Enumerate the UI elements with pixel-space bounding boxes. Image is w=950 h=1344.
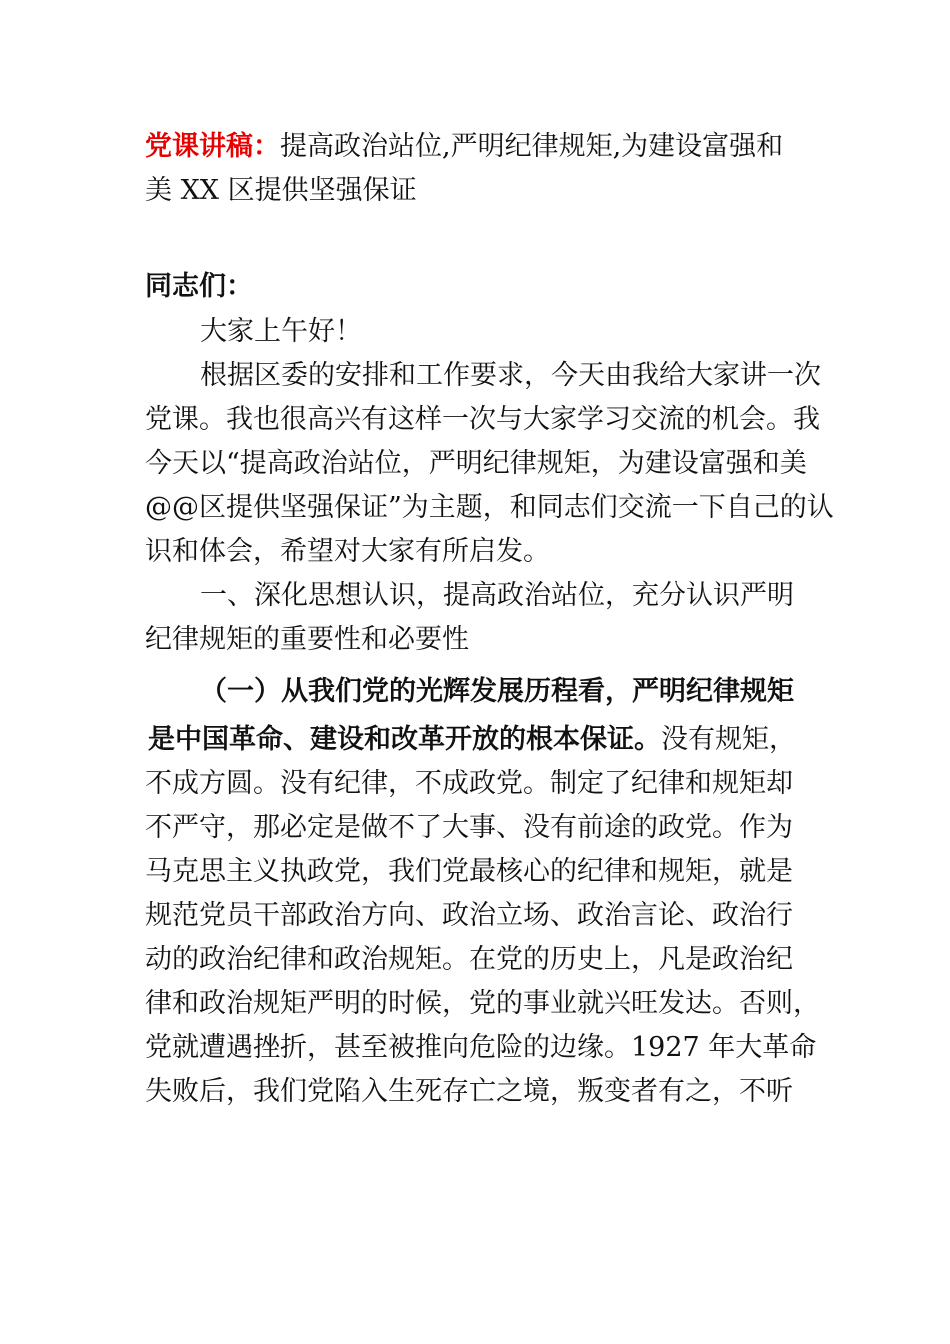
title-line-1 — [145, 129, 783, 165]
body-line: 失败后，我们党陷入生死存亡之境，叛变者有之，不听 — [145, 1076, 793, 1107]
para1-line: 识和体会，希望对大家有所启发。 — [145, 536, 550, 567]
body-line: 不严守，那必定是做不了大事、没有前途的政党。作为 — [145, 812, 793, 843]
salutation: 同志们： — [145, 271, 253, 302]
body-line: 规范党员干部政治方向、政治立场、政治言论、政治行 — [145, 900, 793, 931]
subsection-text: 没有规矩， — [661, 724, 796, 755]
body-line: 不成方圆。没有纪律，不成政党。制定了纪律和规矩却 — [145, 768, 793, 799]
section-heading-line: 一、深化思想认识，提高政治站位，充分认识严明 — [200, 580, 794, 611]
body-line: 动的政治纪律和政治规矩。在党的历史上，凡是政治纪 — [145, 944, 793, 975]
subsection-heading-line-2 — [148, 722, 796, 758]
body-line: 马克思主义执政党，我们党最核心的纪律和规矩，就是 — [145, 856, 793, 887]
para1-line: 今天以“提高政治站位，严明纪律规矩，为建设富强和美 — [145, 448, 807, 479]
para1-line: 党课。我也很高兴有这样一次与大家学习交流的机会。我 — [145, 404, 820, 435]
subsection-heading-line-1: （一）从我们党的光辉发展历程看，严明纪律规矩 — [200, 676, 794, 707]
para1-line: 根据区委的安排和工作要求，今天由我给大家讲一次 — [200, 360, 821, 391]
greeting: 大家上午好！ — [200, 316, 362, 347]
subsection-heading-bold: 是中国革命、建设和改革开放的根本保证。 — [148, 724, 661, 755]
section-heading-line: 纪律规矩的重要性和必要性 — [145, 624, 469, 655]
body-line: 党就遭遇挫折，甚至被推向危险的边缘。1927 年大革命 — [145, 1032, 817, 1063]
title-label: 党课讲稿： — [145, 131, 280, 162]
body-line: 律和政治规矩严明的时候，党的事业就兴旺发达。否则， — [145, 988, 820, 1019]
title-text-1: 提高政治站位,严明纪律规矩,为建设富强和 — [280, 131, 784, 162]
title-line-2: 美 XX 区提供坚强保证 — [145, 175, 417, 206]
para1-line: @@区提供坚强保证”为主题，和同志们交流一下自己的认 — [145, 492, 834, 523]
